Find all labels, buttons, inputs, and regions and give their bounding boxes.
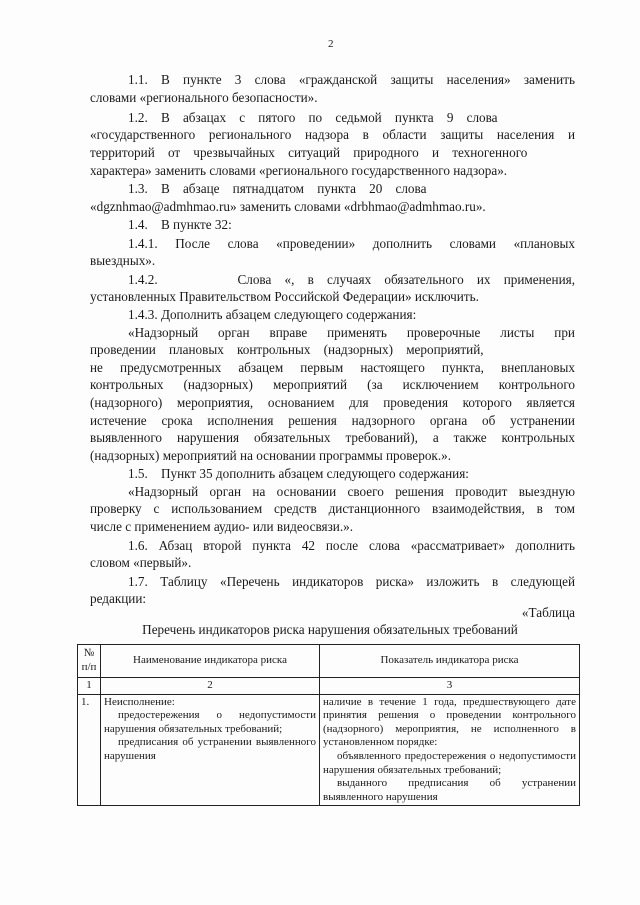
table-row: [78, 694, 580, 806]
paragraph-line: выездных».: [90, 253, 156, 268]
cell-line: предостережения о недопустимости нарушения обязательных требований;: [104, 709, 316, 735]
indicator-value-cell: [320, 694, 580, 806]
paragraph-line: (надзорных) мероприятий на основании программы проверок.».: [90, 448, 452, 463]
paragraph-line: проведении плановых контрольных (надзорных) мероприятий,: [90, 342, 484, 357]
paragraph-line: редакции:: [90, 591, 147, 606]
paragraph-line: «Надзорный орган вправе применять проверочные листы при: [128, 325, 575, 340]
paragraph-line: установленных Правительством Российской Федерации» исключить.: [90, 289, 479, 304]
table-title: Перечень индикаторов риска нарушения обязательных требований: [142, 622, 518, 637]
cell-line: Неисполнение:: [104, 695, 175, 708]
page-number: 2: [328, 38, 334, 50]
cell-line: наличие в течение 1 года, предшествующего дате принятия решения о проведении контрольного (надзорного) мероприятия, не исполненного в установленном порядке:: [323, 695, 576, 749]
cell-line: выданного предписания об устранении выявленного нарушения: [323, 777, 576, 803]
paragraph-line: проверку с использованием средств дистанционного взаимодействия, в том: [90, 501, 575, 516]
row-number: 1.: [78, 694, 101, 806]
indicator-name-cell: [101, 694, 320, 806]
paragraph-line: «Надзорный орган на основании своего решения проводит выездную: [128, 484, 575, 499]
paragraph-line: «dgznhmao@admhmao.ru» заменить словами «drbhmao@admhmao.ru».: [90, 199, 486, 214]
risk-indicators-table: [77, 644, 580, 806]
paragraph-line: 1.6. Абзац второй пункта 42 после слова «рассматривает» дополнить: [128, 538, 575, 553]
paragraph-line: 1.5. Пункт 35 дополнить абзацем следующего содержания:: [128, 466, 469, 481]
paragraph-line: (надзорного) мероприятия, основанием для проведения которого является: [90, 395, 575, 410]
header-cell-indicator: Показатель индикатора риска: [320, 645, 580, 678]
paragraph-line: словом «первый».: [90, 555, 192, 570]
paragraph-line: 1.4.1. После слова «проведении» дополнить словами «плановых: [128, 236, 575, 251]
cell-line: объявленного предостережения о недопустимости нарушения обязательных требований;: [323, 749, 576, 776]
paragraph-line: словами «регионального безопасности».: [90, 90, 318, 105]
paragraph-line: 1.3. В абзаце пятнадцатом пункта 20 слова: [128, 181, 427, 196]
paragraph-line: характера» заменить словами «регионального государственного надзора».: [90, 163, 508, 178]
paragraph-line: контрольных (надзорных) мероприятий (за исключением контрольного: [90, 377, 575, 392]
column-number: 1: [78, 678, 101, 695]
table-label: «Таблица: [521, 605, 575, 620]
paragraph-line: 1.4.3. Дополнить абзацем следующего содержания:: [128, 307, 417, 322]
paragraph-line: 1.4. В пункте 32:: [128, 217, 232, 232]
paragraph-line: числе с применением аудио- или видеосвязи.».: [90, 519, 354, 534]
table-header-row: [78, 645, 580, 678]
paragraph-line: 1.1. В пункте 3 слова «гражданской защиты населения» заменить: [128, 72, 575, 87]
paragraph-line: не предусмотренных абзацем первым настоящего пункта, внеплановых: [90, 360, 575, 375]
paragraph-line: территорий от чрезвычайных ситуаций природного и техногенного: [90, 145, 528, 160]
paragraph-line: «государственного регионального надзора в области защиты населения и: [90, 127, 575, 142]
header-cell-name: Наименование индикатора риска: [101, 645, 320, 678]
paragraph-line: 1.7. Таблицу «Перечень индикаторов риска» изложить в следующей: [128, 574, 575, 589]
column-number: 3: [320, 678, 580, 695]
table-numbering-row: [78, 678, 580, 695]
header-cell-number: № п/п: [78, 645, 101, 678]
paragraph-line: истечение срока исполнения решения надзорного органа об устранении: [90, 413, 575, 428]
cell-line: предписания об устранении выявленного нарушения: [104, 736, 316, 762]
paragraph-line: 1.2. В абзацах с пятого по седьмой пункта 9 слова: [128, 110, 498, 125]
paragraph-line: выявленного нарушения обязательных требований), а также контрольных: [90, 430, 575, 445]
paragraph-line: 1.4.2. Слова «, в случаях обязательного их применения,: [128, 272, 575, 287]
column-number: 2: [101, 678, 320, 695]
